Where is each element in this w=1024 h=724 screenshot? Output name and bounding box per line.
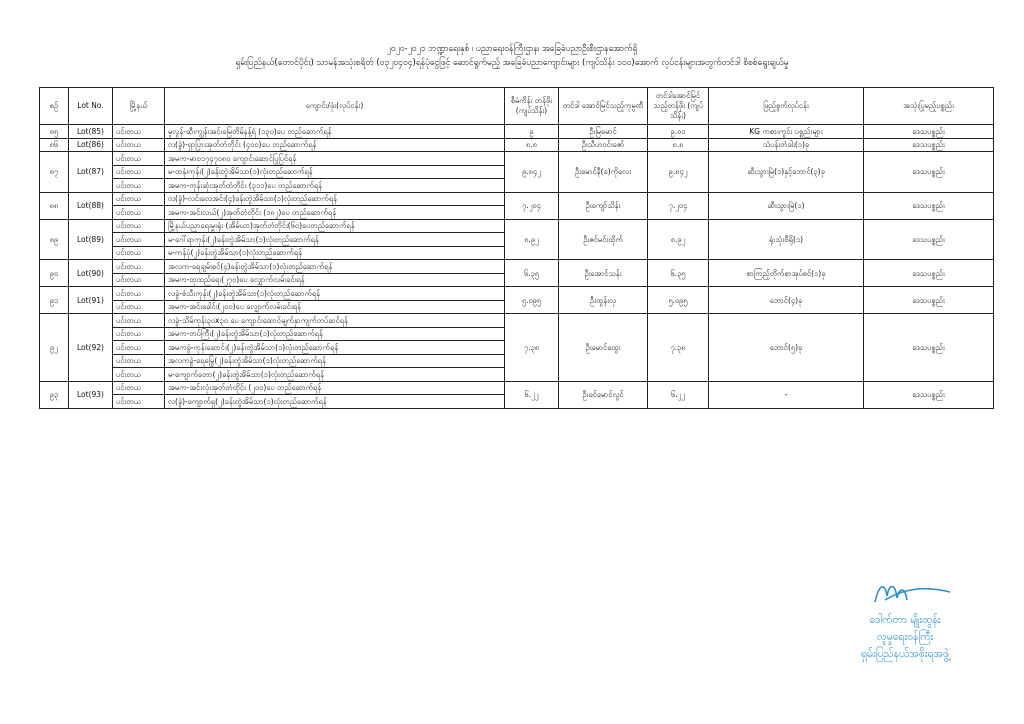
cell-materials: ဒေသပစ္စည်း xyxy=(864,219,994,260)
cell-win-value: ၈.၉၂ xyxy=(648,219,709,260)
cell-lot: Lot(88) xyxy=(69,192,113,219)
cell-township: ပင်းတယ xyxy=(113,368,165,382)
cell-winner: ဦးခင်မောင်လွင် xyxy=(559,381,648,408)
cell-township: ပင်းတယ xyxy=(113,165,165,179)
cell-school: အမက-တပ်ကြီး(၂)ခန်းတွဲအိမ်သာ(၁)လုံးတည်ဆောက်ရန် xyxy=(165,327,505,341)
cell-school: မ-ကျောက်တော(၂)ခန်းတွဲအိမ်သာ(၁)လုံးတည်ဆောက်ရန် xyxy=(165,368,505,382)
cell-work-done: ရုံးသုံးဗီရို(၁) xyxy=(709,219,864,260)
table-row xyxy=(40,287,994,301)
cell-school: မူလွန်-ဆီးကျွန်းအင်းမြေတိမ်နန့်ရံ (၁၃၀)ပေ တည်ဆောက်ရန် xyxy=(165,125,505,139)
cell-school: မြို့နယ်ပညာရေးမှူးရုံး (အိမ်ယာ)အုတ်တံတိုင်း(၆၀)ပေတည်ဆောက်ရန် xyxy=(165,219,505,233)
cell-winner: ဦးမြမောင် xyxy=(559,125,648,139)
cell-township: ပင်းတယ xyxy=(113,314,165,328)
cell-work-done: KG ကစားကွင်း ပစ္စည်းများ xyxy=(709,125,864,139)
header-school: ကျောင်း/ဖုံး(လုပ်ငန်း) xyxy=(165,88,505,125)
cell-materials: ဒေသပစ္စည်း xyxy=(864,138,994,152)
cell-township: ပင်းတယ xyxy=(113,327,165,341)
header-township: မြို့နယ် xyxy=(113,88,165,125)
cell-lot: Lot(93) xyxy=(69,381,113,408)
cell-township: ပင်းတယ xyxy=(113,192,165,206)
cell-no: ၈၉ xyxy=(40,219,69,260)
cell-work-done: ဆီးသွားမြဲ(၁)နှင့်ဘောင်(၃)ခု xyxy=(709,152,864,193)
document-title-line-1: ၂၀၂၀-၂၀၂၁ ဘဏ္ဍာရေးနှစ် ၊ ပညာရေးဝန်ကြီးဌာန၊ အခြေခံပညာဦးစီးဌာနအောက်ရှိ xyxy=(386,44,638,54)
signature-scribble xyxy=(855,578,975,608)
cell-win-value: ၇.၃၈ xyxy=(648,314,709,382)
table-row xyxy=(40,138,994,152)
cell-no: ၉၂ xyxy=(40,314,69,382)
header-work-done: ဖြည့်စွက်လုပ်ငန်း xyxy=(709,88,864,125)
cell-school: လ(ခွဲ)-ကျောက်ရှ(၂)ခန်းတွဲအိမ်သာ(၁)လုံးတည်ဆောက်ရန် xyxy=(165,395,505,409)
cell-materials: ဒေသပစ္စည်း xyxy=(864,260,994,287)
cell-township: ပင်းတယ xyxy=(113,381,165,395)
cell-lot: Lot(89) xyxy=(69,219,113,260)
signature-name: ဒေါက်တာ မျိုးထွန်း xyxy=(869,614,941,626)
cell-win-value: ၆.၂၂ xyxy=(648,381,709,408)
cell-township: ပင်းတယ xyxy=(113,152,165,166)
cell-school: လ(ခွဲ)-ရှာပြားအုတ်တံတိုင်း (၄၀၀)ပေ တည်ဆောက်ရန် xyxy=(165,138,505,152)
table-row xyxy=(40,260,994,274)
cell-estimate: ၆.၂၂ xyxy=(505,381,559,408)
header-no: စဉ် xyxy=(40,88,69,125)
cell-no: ၈၇ xyxy=(40,152,69,193)
cell-no: ၉၃ xyxy=(40,381,69,408)
cell-school: အလကခွဲ-ရေမြွေ(၂)ခန်းတွဲအိမ်သာ(၁)လုံးတည်ဆောက်ရန် xyxy=(165,354,505,368)
cell-work-done: - xyxy=(709,381,864,408)
header-materials: အသုံးပြုမည့်ပစ္စည်း xyxy=(864,88,994,125)
cell-materials: ဒေသပစ္စည်း xyxy=(864,192,994,219)
cell-work-done: စာကြည့်တိုက်စာအုပ်စင်(၁)ခု xyxy=(709,260,864,287)
cell-lot: Lot(90) xyxy=(69,260,113,287)
table-row xyxy=(40,219,994,233)
cell-lot: Lot(91) xyxy=(69,287,113,314)
cell-township: ပင်းတယ xyxy=(113,354,165,368)
cell-materials: ဒေသပစ္စည်း xyxy=(864,287,994,314)
cell-school: မ-ဂေါ်ရာကုန်း(၂)ခန်းတွဲအိမ်သာ(၁)လုံးတည်ဆောက်ရန် xyxy=(165,233,505,247)
cell-township: ပင်းတယ xyxy=(113,273,165,287)
cell-estimate: ၈.၈ xyxy=(505,138,559,152)
tender-table xyxy=(39,87,994,409)
cell-school: အမက-အင်းလုံးအုတ်တံတိုင်း (၂၀၀)ပေ တည်ဆောက်ရန် xyxy=(165,381,505,395)
cell-estimate: ၅.၀၉၅ xyxy=(505,287,559,314)
cell-winner: ဦးအောင်သန်း xyxy=(559,260,648,287)
cell-work-done: ဆီးသွားမြဲ(၁) xyxy=(709,192,864,219)
table-row xyxy=(40,152,994,166)
cell-school: မ-ကန်ပုံ(၂)ခန်းတွဲအိမ်သာ(၁)လုံးတည်ဆောက်ရန် xyxy=(165,246,505,260)
cell-estimate: ၈.၉၂ xyxy=(505,219,559,260)
cell-no: ၉၀ xyxy=(40,260,69,287)
cell-school: အလက-ရေချမ်းစင်(၄)ခန်းတွဲအိမ်သာ(၁)လုံးတည်ဆောက်ရန် xyxy=(165,260,505,274)
cell-school: အမကခွဲ-ကုန်းဆောင်း(၂)ခန်းတွဲအိမ်သာ(၁)လုံးတည်ဆောက်ရန် xyxy=(165,341,505,355)
cell-work-done: သံပန်းတံခါး(၁)ခု xyxy=(709,138,864,152)
cell-win-value: ၆.၃၅ xyxy=(648,260,709,287)
cell-township: ပင်းတယ xyxy=(113,179,165,193)
cell-lot: Lot(86) xyxy=(69,138,113,152)
table-row xyxy=(40,314,994,328)
cell-township: ပင်းတယ xyxy=(113,138,165,152)
signature-title: လူမှုရေးဝန်ကြီး xyxy=(876,631,934,643)
cell-school: အမက-ထုထည်ရေး(၂၇၀)ပေ လျှောက်လမ်းခင်းရန် xyxy=(165,273,505,287)
cell-township: ပင်းတယ xyxy=(113,341,165,355)
cell-winner: ဦးမောင်နီ(ခ)ကိုလေး xyxy=(559,152,648,193)
header-win-value: တင်ဒါအောင်မြင် သည့်တန်ဖိုး (ကျပ်သိန်း) xyxy=(648,88,709,125)
cell-estimate: ၇.၃၈ xyxy=(505,314,559,382)
cell-winner: ဦးသီဟဝင်းဇော် xyxy=(559,138,648,152)
cell-materials: ဒေသပစ္စည်း xyxy=(864,125,994,139)
cell-materials: ဒေသပစ္စည်း xyxy=(864,381,994,408)
cell-work-done: ဘောင်(၅)ခု xyxy=(709,314,864,382)
header-lot: Lot No. xyxy=(69,88,113,125)
cell-work-done: ဘောင်(၄)ခု xyxy=(709,287,864,314)
cell-school: အမက-မာဗ၁၇၄၇၀၈၀ ကျောင်းဆောင်ပြုပြင်ရန် xyxy=(165,152,505,166)
cell-school: မ-ထနုံးကုန်း(၂)ခန်းတွဲအိမ်သာ(၁)လုံးတည်ဆောက်ရန် xyxy=(165,165,505,179)
cell-estimate: ၆.၃၅ xyxy=(505,260,559,287)
cell-winner: ဦးထွန်းလှ xyxy=(559,287,648,314)
header-estimate: စီမံကိန်း တန်ဖိုး (ကျပ်သိန်း) xyxy=(505,88,559,125)
cell-winner: ဦးမောင်ထွေး xyxy=(559,314,648,382)
cell-winner: ဦးကျော်သိန်း xyxy=(559,192,648,219)
cell-lot: Lot(92) xyxy=(69,314,113,382)
cell-win-value: ၉.၈၄၂ xyxy=(648,152,709,193)
cell-win-value: ၇.၂၀၄ xyxy=(648,192,709,219)
cell-win-value: ၅.၀၉၅ xyxy=(648,287,709,314)
cell-township: ပင်းတယ xyxy=(113,219,165,233)
cell-materials: ဒေသပစ္စည်း xyxy=(864,152,994,193)
cell-township: ပင်းတယ xyxy=(113,125,165,139)
cell-township: ပင်းတယ xyxy=(113,395,165,409)
table-header-row xyxy=(40,88,994,125)
table-row xyxy=(40,125,994,139)
cell-estimate: ၇.၂၀၄ xyxy=(505,192,559,219)
cell-school: လ(ခွဲ)-လင်းလေအင်း(၄)ခန်းတွဲအိမ်သာ(၁)လုံးတည်ဆောက်ရန် xyxy=(165,192,505,206)
cell-township: ပင်းတယ xyxy=(113,233,165,247)
signature-office: ရှမ်းပြည်နယ်အစိုးရအဖွဲ့ xyxy=(860,648,950,660)
table-body xyxy=(40,125,994,409)
cell-no: ၈၈ xyxy=(40,192,69,219)
cell-no: ၉၁ xyxy=(40,287,69,314)
cell-school: လခွဲ-သိမ်ကုန်း၃၀x၃၀ ပေ ကျောင်းဆောင်မျက်နှာကျက်တပ်ဆင်ရန် xyxy=(165,314,505,328)
cell-estimate: ၉ xyxy=(505,125,559,139)
cell-township: ပင်းတယ xyxy=(113,300,165,314)
cell-no: ၈၆ xyxy=(40,138,69,152)
cell-school: အမက-ကုန်းဆုံးအုတ်တံတိုင်း (၃၁၁)ပေ တည်ဆောက်ရန် xyxy=(165,179,505,193)
header-winner: တင်ဒါ အောင်မြင်သည့်ကုမ္ပဏီ xyxy=(559,88,648,125)
cell-lot: Lot(85) xyxy=(69,125,113,139)
cell-township: ပင်းတယ xyxy=(113,206,165,220)
table-row xyxy=(40,381,994,395)
cell-estimate: ၉.၈၄၂ xyxy=(505,152,559,193)
cell-school: အမက-အင်းလယ်(၂)အုတ်တံတိုင်း (၁၈၂)ပေ တည်ဆောက်ရန် xyxy=(165,206,505,220)
cell-materials: ဒေသပစ္စည်း xyxy=(864,314,994,382)
cell-school: လခွဲ-စံသီးကုန်း(၂)ခန်းတွဲအိမ်သာ(၁)လုံးတည်ဆောက်ရန် xyxy=(165,287,505,301)
cell-township: ပင်းတယ xyxy=(113,260,165,274)
document-title-line-2: ရှမ်းပြည်နယ်(တောင်ပိုင်း) သာမန်အသုံးစရိတ် (၀၃၂၀၄၀၄)ရန်ပုံငွေဖြင့် ဆောင်ရွက်မည့် အခြေခံပညာကျောင်းများ (ကျပ်သိန်း ၁၀၀)အောက် လုပ်ငန်းများအတွက်တင်ဒါ စိစစ်ရွေးချယ်မှု xyxy=(235,58,789,68)
cell-winner: ဦးဇင်မင်းထိုက် xyxy=(559,219,648,260)
cell-lot: Lot(87) xyxy=(69,152,113,193)
cell-township: ပင်းတယ xyxy=(113,246,165,260)
cell-win-value: ၈.၈ xyxy=(648,138,709,152)
cell-school: အမက-အင်းခေါင်း(၂၀၀)ပေ လျှောက်လမ်းခင်းရန် xyxy=(165,300,505,314)
cell-no: ၈၅ xyxy=(40,125,69,139)
table-row xyxy=(40,192,994,206)
cell-township: ပင်းတယ xyxy=(113,287,165,301)
cell-win-value: ၉.၀၀ xyxy=(648,125,709,139)
